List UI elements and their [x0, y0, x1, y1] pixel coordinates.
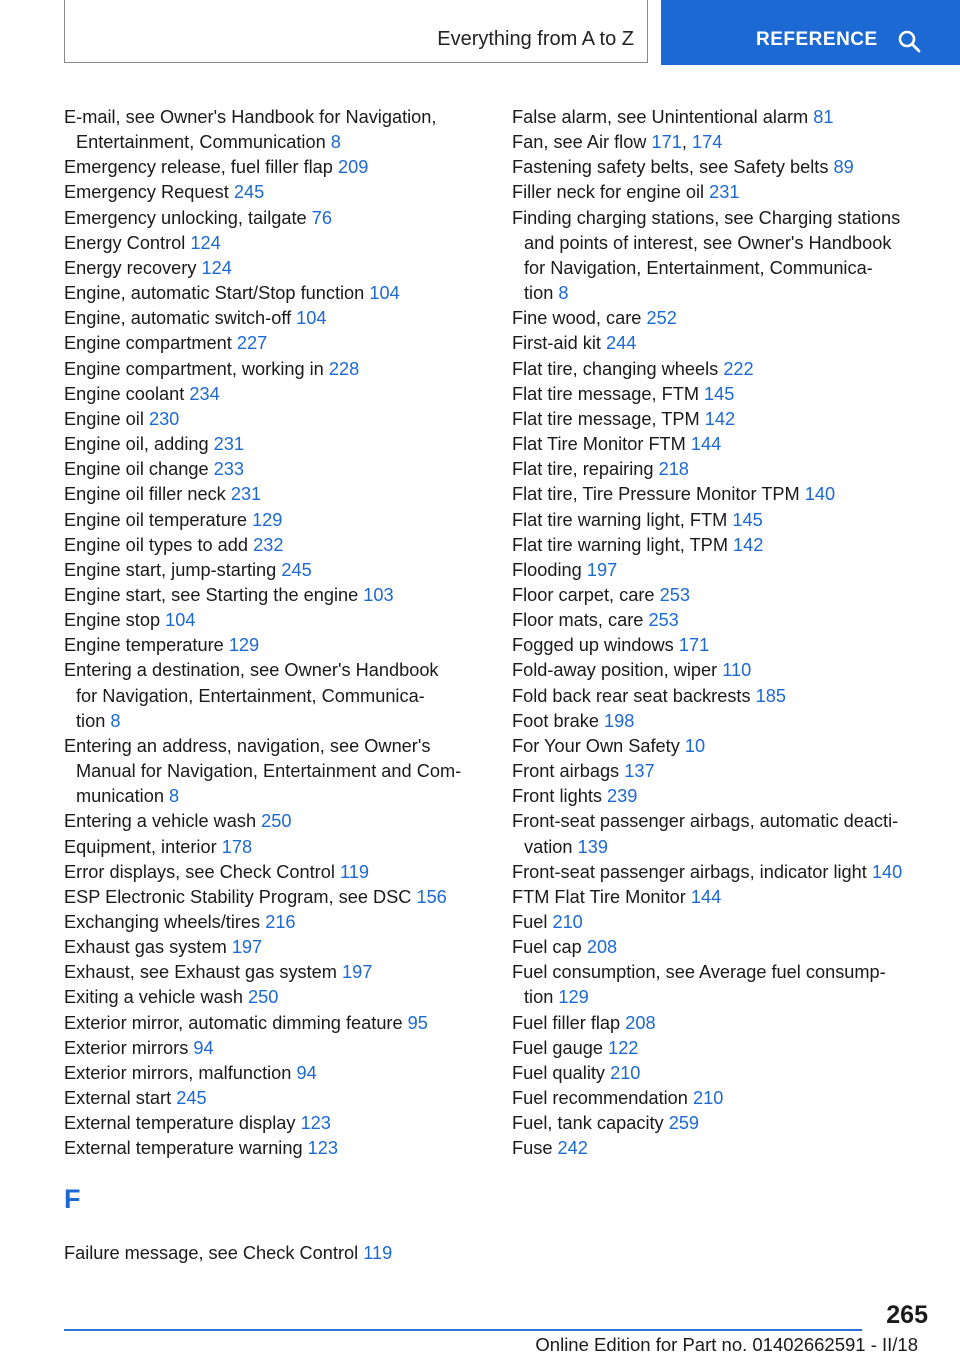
index-term: Flat tire warning light, TPM: [512, 534, 728, 555]
page-reference-link[interactable]: 239: [607, 786, 638, 807]
page-reference-link[interactable]: 140: [871, 861, 903, 882]
index-term: Equipment, interior: [64, 836, 217, 857]
index-term: Flat Tire Monitor FTM: [512, 434, 686, 455]
page-reference-link[interactable]: 208: [586, 937, 618, 958]
page-reference-link[interactable]: 250: [248, 987, 279, 1008]
index-term: External temperature display: [64, 1113, 296, 1134]
index-entry: [512, 306, 937, 331]
index-term: Exchanging wheels/tires: [64, 912, 261, 932]
header-title-box: [64, 0, 648, 63]
page-reference-link[interactable]: 171: [651, 132, 682, 153]
index-term: Front airbags: [512, 761, 620, 782]
page-reference-link[interactable]: 142: [733, 534, 764, 555]
index-entry: [512, 759, 937, 784]
page-reference-link[interactable]: 94: [296, 1062, 317, 1083]
index-term: vation: [524, 836, 573, 857]
index-term: Energy Control: [64, 232, 186, 253]
index-term: False alarm, see Unintentional alarm: [512, 107, 809, 127]
index-term: Fuel cap: [512, 937, 582, 958]
page-reference-link[interactable]: 231: [213, 434, 245, 455]
index-entry: [512, 180, 937, 205]
page-reference-link[interactable]: 8: [169, 786, 180, 807]
index-term: External temperature warning: [64, 1138, 303, 1159]
index-term: Entering an address, navigation, see Owner's: [64, 735, 431, 756]
index-term: Fuel filler flap: [512, 1012, 621, 1033]
page-reference-link[interactable]: 8: [110, 710, 121, 731]
index-entry: [512, 583, 937, 608]
index-term: Flat tire, repairing: [512, 459, 654, 480]
index-term: Fold-away position, wiper: [512, 660, 718, 681]
index-entry: [64, 407, 484, 432]
index-entry: [64, 1111, 484, 1136]
index-term: Fuel, tank capacity: [512, 1113, 664, 1134]
index-entry: [64, 231, 484, 256]
reference-tab[interactable]: [661, 0, 960, 65]
index-term: Fan, see Air flow: [512, 132, 647, 153]
page-reference-link[interactable]: 197: [342, 962, 373, 983]
page-reference-link[interactable]: 94: [193, 1037, 214, 1058]
page-reference-link[interactable]: 231: [230, 484, 262, 505]
page-reference-link[interactable]: 245: [233, 182, 265, 203]
footer-divider: [64, 1329, 862, 1331]
page-reference-link[interactable]: 232: [253, 534, 284, 555]
index-term: Fogged up windows: [512, 635, 674, 656]
page-reference-link[interactable]: 142: [704, 408, 736, 429]
page-reference-link[interactable]: 208: [625, 1012, 656, 1033]
index-term: munication: [76, 786, 164, 807]
page-reference-link[interactable]: 259: [668, 1113, 700, 1134]
page-reference-link[interactable]: 8: [330, 132, 341, 153]
index-entry: [512, 860, 937, 885]
index-entry: [512, 407, 937, 432]
index-term: tion: [524, 283, 554, 304]
index-entry: [64, 835, 484, 860]
index-term: Engine oil temperature: [64, 509, 247, 530]
index-term: for Navigation, Entertainment, Communica-: [524, 257, 873, 278]
page-reference-link[interactable]: 230: [148, 408, 180, 429]
index-entry: [512, 206, 937, 307]
page-reference-link[interactable]: 129: [252, 509, 283, 530]
index-entry: [512, 709, 937, 734]
index-entry: [64, 910, 484, 935]
index-term: E-mail, see Owner's Handbook for Navigation,: [64, 107, 437, 127]
index-term: Exterior mirrors: [64, 1037, 189, 1058]
page-reference-link[interactable]: 144: [690, 886, 722, 907]
index-term: Flat tire warning light, FTM: [512, 509, 728, 530]
index-entry: [64, 1086, 484, 1111]
index-entry: [512, 1136, 937, 1161]
page-reference-link[interactable]: 119: [339, 861, 369, 882]
page-reference-link[interactable]: 198: [604, 710, 635, 731]
index-entry: [64, 357, 484, 382]
index-term: Emergency Request: [64, 182, 229, 203]
page-reference-link[interactable]: 216: [265, 912, 296, 932]
index-term: Fuel gauge: [512, 1037, 604, 1058]
index-term: Exhaust, see Exhaust gas system: [64, 962, 337, 983]
page-reference-link[interactable]: 8: [558, 283, 569, 304]
index-entry: [64, 1136, 484, 1161]
page-reference-link[interactable]: 81: [813, 107, 834, 127]
index-term: For Your Own Safety: [512, 735, 680, 756]
index-entry: [512, 935, 937, 960]
index-term: Engine start, see Starting the engine: [64, 584, 359, 605]
page-reference-link[interactable]: 103: [363, 584, 394, 605]
page-reference-link[interactable]: 197: [586, 559, 618, 580]
index-term: Energy recovery: [64, 257, 197, 278]
index-entry: [64, 1036, 484, 1061]
page-reference-link[interactable]: 137: [624, 761, 655, 782]
index-entry: [512, 457, 937, 482]
index-entry: [512, 784, 937, 809]
page-reference-link[interactable]: 234: [189, 383, 220, 404]
index-entry: [512, 1011, 937, 1036]
index-entry: [512, 508, 937, 533]
index-entry: [64, 206, 484, 231]
page-reference-link[interactable]: 210: [552, 912, 583, 932]
page-reference-link[interactable]: 140: [804, 484, 836, 505]
index-entry: [512, 734, 937, 759]
page-reference-link[interactable]: 76: [311, 207, 332, 228]
index-term: Engine compartment, working in: [64, 358, 324, 379]
page-reference-link[interactable]: 231: [709, 182, 740, 203]
page-reference-link[interactable]: 89: [833, 157, 854, 178]
index-term: Engine start, jump-starting: [64, 559, 277, 580]
index-term: Emergency release, fuel filler flap: [64, 157, 333, 178]
index-entry: [512, 1036, 937, 1061]
search-icon[interactable]: [897, 29, 921, 53]
page-reference-link[interactable]: 104: [165, 610, 196, 631]
index-term: Filler neck for engine oil: [512, 182, 705, 203]
index-term: tion: [524, 987, 554, 1008]
index-entry: [64, 508, 484, 533]
index-column-right: [512, 105, 937, 1162]
index-term: Entering a destination, see Owner's Handbook: [64, 660, 439, 681]
index-entry: [64, 256, 484, 281]
page-reference-link[interactable]: 244: [605, 333, 637, 354]
index-term: Engine oil filler neck: [64, 484, 226, 505]
index-term: Exiting a vehicle wash: [64, 987, 243, 1008]
section-letter: F: [64, 1184, 81, 1214]
index-entry: [64, 155, 484, 180]
index-term: First-aid kit: [512, 333, 601, 354]
index-entry: [512, 558, 937, 583]
page-reference-link[interactable]: 253: [648, 610, 679, 631]
index-entry: [64, 658, 484, 733]
page-reference-link[interactable]: 156: [416, 886, 447, 907]
index-entry: [512, 684, 937, 709]
page-reference-link[interactable]: 123: [300, 1113, 331, 1134]
page-reference-link[interactable]: 139: [577, 836, 608, 857]
page-reference-link[interactable]: 233: [213, 459, 245, 480]
page-reference-link[interactable]: 123: [307, 1138, 338, 1159]
index-term: Flat tire, Tire Pressure Monitor TPM: [512, 484, 800, 505]
index-term: FTM Flat Tire Monitor: [512, 886, 686, 907]
page-reference-link[interactable]: 122: [608, 1037, 639, 1058]
page-reference-link[interactable]: 10: [684, 735, 706, 756]
index-entry: [64, 608, 484, 633]
index-entry: [64, 1011, 484, 1036]
index-entry: [512, 960, 937, 1010]
page-reference-link[interactable]: 171: [678, 635, 710, 656]
index-term: Entertainment, Communication: [76, 132, 326, 153]
page-reference-link[interactable]: 253: [659, 584, 690, 605]
index-entry: [512, 533, 937, 558]
index-term: Front lights: [512, 786, 602, 807]
index-entry: [64, 105, 484, 155]
index-entry: [64, 457, 484, 482]
index-entry: [512, 482, 937, 507]
index-term: Floor carpet, care: [512, 584, 655, 605]
page-reference-link[interactable]: 178: [221, 836, 253, 857]
index-term: Foot brake: [512, 710, 599, 731]
index-term: Floor mats, care: [512, 610, 644, 631]
index-term: Emergency unlocking, tailgate: [64, 207, 307, 228]
index-entry: [64, 382, 484, 407]
index-term: Fuse: [512, 1138, 553, 1159]
page-reference-link[interactable]: 210: [610, 1062, 641, 1083]
page-reference-link[interactable]: 129: [228, 635, 260, 656]
index-term: Fuel recommendation: [512, 1088, 688, 1109]
page-reference-link[interactable]: 210: [692, 1088, 724, 1109]
index-term: Fuel: [512, 912, 548, 932]
index-term: Fuel quality: [512, 1062, 606, 1083]
page-reference-link[interactable]: 218: [658, 459, 689, 480]
page-reference-link[interactable]: 209: [337, 157, 369, 178]
index-entry: [64, 935, 484, 960]
page-reference-link[interactable]: 185: [755, 685, 786, 706]
edition-note: Online Edition for Part no. 01402662591 - II/18: [535, 1334, 918, 1355]
index-term: Fuel consumption, see Average fuel consump-: [512, 962, 886, 983]
index-entry: [512, 608, 937, 633]
page-reference-link[interactable]: 252: [646, 308, 677, 329]
index-entry: [64, 306, 484, 331]
index-term: Failure message, see Check Control: [64, 1243, 359, 1263]
index-term: Engine, automatic switch-off: [64, 308, 292, 329]
index-term: Engine oil change: [64, 459, 209, 480]
index-entry: [64, 432, 484, 457]
index-term: Front-seat passenger airbags, indicator light: [512, 861, 867, 882]
index-entry: [512, 1086, 937, 1111]
page-reference-link[interactable]: 95: [407, 1012, 428, 1033]
index-entry: [64, 633, 484, 658]
index-section-f: [64, 1241, 484, 1266]
page-reference-link[interactable]: 145: [732, 509, 763, 530]
index-term: Engine, automatic Start/Stop function: [64, 283, 365, 304]
index-term: ESP Electronic Stability Program, see DSC: [64, 886, 412, 907]
index-entry: [512, 1061, 937, 1086]
index-term: Engine oil: [64, 408, 144, 429]
index-term: tion: [76, 710, 106, 731]
index-term: Flat tire message, TPM: [512, 408, 700, 429]
reference-tab-label: REFERENCE: [756, 29, 878, 50]
index-entry: [64, 558, 484, 583]
index-entry: [64, 1061, 484, 1086]
index-entry: [64, 960, 484, 985]
index-term: Manual for Navigation, Entertainment and Com-: [76, 761, 462, 782]
index-term: Engine stop: [64, 610, 161, 631]
index-entry: [64, 331, 484, 356]
index-entry: [512, 809, 937, 859]
page-reference-link[interactable]: 119: [363, 1243, 393, 1263]
index-entry: [64, 281, 484, 306]
index-term: Fine wood, care: [512, 308, 642, 329]
index-term: Fold back rear seat backrests: [512, 685, 751, 706]
index-entry: Fan, see Air flow 171, 174: [512, 132, 723, 153]
index-entry: [64, 734, 484, 809]
page-reference-link[interactable]: 110: [722, 660, 752, 681]
index-term: Engine oil types to add: [64, 534, 249, 555]
index-entry: [512, 331, 937, 356]
index-entry: [512, 1111, 937, 1136]
index-term: Engine coolant: [64, 383, 185, 404]
page-reference-link[interactable]: 227: [236, 333, 268, 354]
page-reference-link[interactable]: 174: [691, 132, 723, 153]
index-entry: [512, 432, 937, 457]
index-entry: [64, 809, 484, 834]
index-term: Exterior mirror, automatic dimming feature: [64, 1012, 403, 1033]
index-entry: [64, 985, 484, 1010]
index-entry: [512, 357, 937, 382]
page-number: 265: [886, 1301, 928, 1329]
page-reference-link[interactable]: 124: [190, 232, 221, 253]
index-term: Engine oil, adding: [64, 434, 209, 455]
page-reference-link[interactable]: 250: [261, 811, 292, 832]
index-entry: [512, 155, 937, 180]
index-entry: [64, 885, 484, 910]
page-reference-link[interactable]: 129: [558, 987, 589, 1008]
index-column-left: [64, 105, 484, 1162]
index-term: Fastening safety belts, see Safety belts: [512, 157, 829, 178]
index-term: Finding charging stations, see Charging stations: [512, 207, 901, 228]
index-entry: [64, 482, 484, 507]
index-entry: [64, 583, 484, 608]
index-term: Flat tire message, FTM: [512, 383, 699, 404]
index-term: Engine temperature: [64, 635, 224, 656]
index-term: Front-seat passenger airbags, automatic deacti-: [512, 811, 899, 832]
index-entry: [64, 180, 484, 205]
page-reference-link[interactable]: 145: [704, 383, 735, 404]
page-reference-link[interactable]: 222: [723, 358, 754, 379]
index-term: Exterior mirrors, malfunction: [64, 1062, 292, 1083]
index-term: Engine compartment: [64, 333, 232, 354]
page-reference-link[interactable]: 104: [296, 308, 327, 329]
index-entry: [512, 105, 937, 130]
page-reference-link[interactable]: 197: [231, 937, 263, 958]
index-term: External start: [64, 1088, 172, 1109]
page-reference-link[interactable]: 242: [557, 1138, 588, 1159]
page-reference-link[interactable]: 144: [690, 434, 722, 455]
index-entry: [64, 1241, 484, 1266]
index-entry: [512, 633, 937, 658]
page-reference-link[interactable]: 124: [201, 257, 232, 278]
index-term: Entering a vehicle wash: [64, 811, 257, 832]
page-reference-link[interactable]: 245: [176, 1088, 207, 1109]
index-term: Flooding: [512, 559, 582, 580]
page-reference-link[interactable]: 104: [369, 283, 400, 304]
page-reference-link[interactable]: 245: [281, 559, 312, 580]
page-reference-link[interactable]: 228: [328, 358, 360, 379]
index-term: for Navigation, Entertainment, Communica-: [76, 685, 425, 706]
index-term: Flat tire, changing wheels: [512, 358, 719, 379]
index-entry: [64, 860, 484, 885]
index-term: Exhaust gas system: [64, 937, 227, 958]
header-title: Everything from A to Z: [437, 28, 634, 50]
index-term: Error displays, see Check Control: [64, 861, 335, 882]
index-entry: [64, 533, 484, 558]
index-entry: [512, 910, 937, 935]
index-entry: [512, 382, 937, 407]
index-term: and points of interest, see Owner's Handbook: [524, 232, 892, 253]
index-entry: [512, 885, 937, 910]
index-entry: [512, 658, 937, 683]
